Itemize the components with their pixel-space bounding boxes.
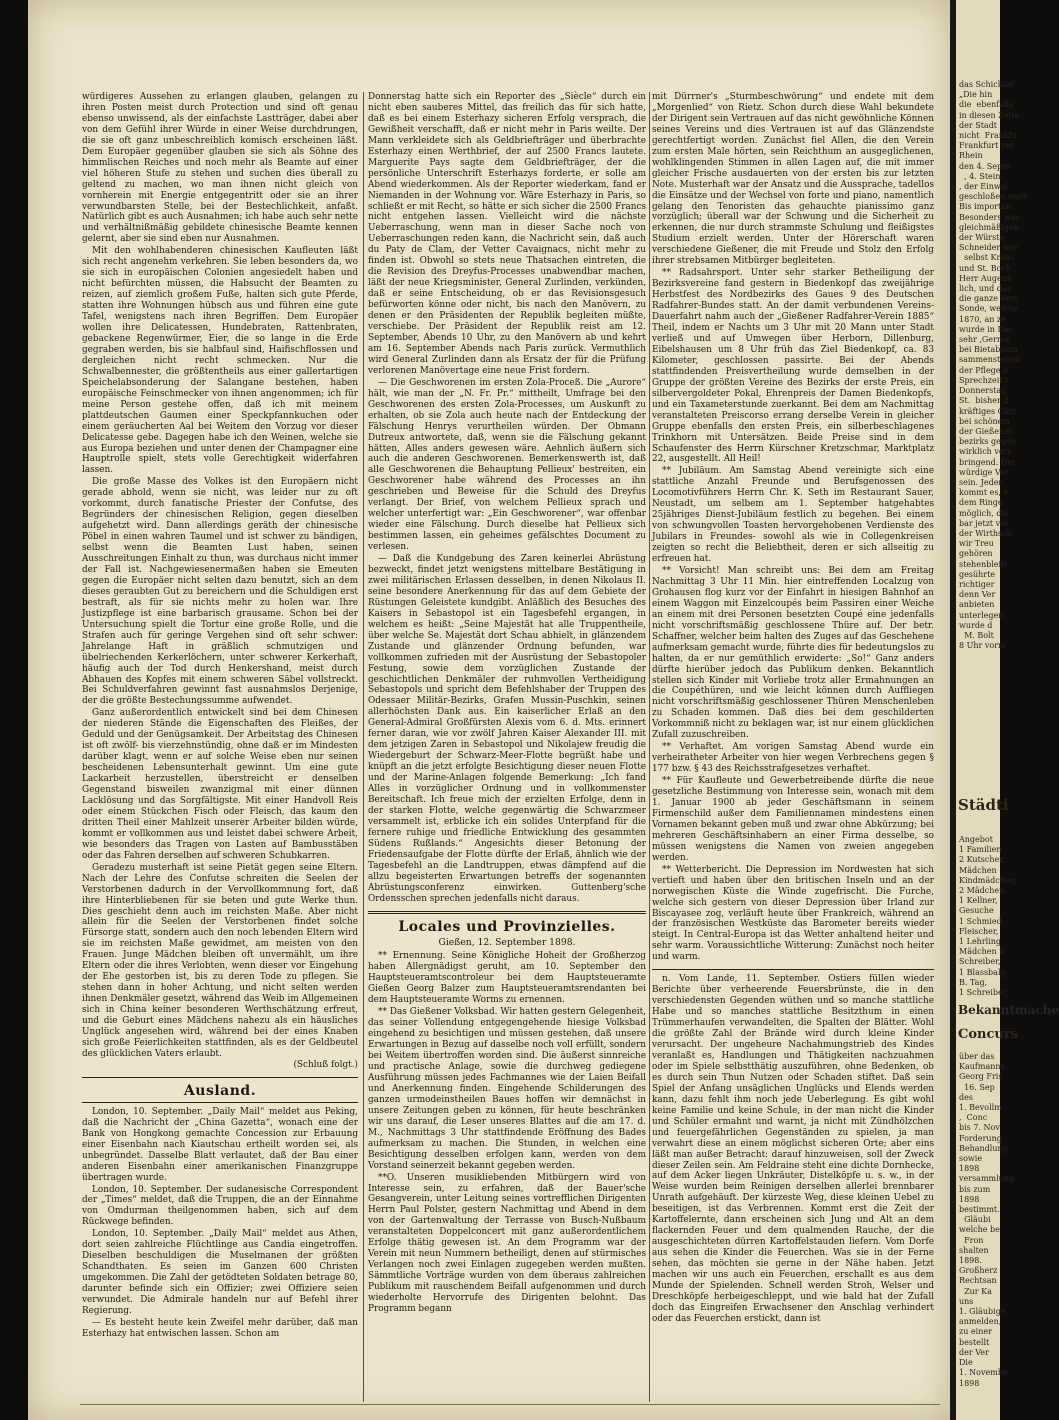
column-2 [368, 92, 646, 1315]
adjacent-page-text: über das Kaufmanns Georg Fris 16. Sep des 1. Bevollm , Conc bis 7. Nov Forderung Behandlung sowie 1898 versammlung bis zum 1898 bestimmt. Gläubi welche be Fron shalten 1898. Großherz Rechtsan Zur Ka uns 1. Gläubige anmelden, zu einer bestellt der Ver Die 1. Novembe 1898 [959, 1052, 1015, 1388]
news-item: n. Vom Lande, 11. September. Ostiers füllen wieder Berichte über verheerende Feuersbrünste, die in den verschiedensten Gegenden wüthen und so manche stattliche Habe und so manches stattliche Besitzthum in einen Trümmerhaufen verwandelten, die Spalten der Blätter. Wohl die größte Zahl der Brände wird durch kleine Kinder verursacht. Der ungeheure Nachahmungstrieb des Kindes veranlaßt es, Handlungen und Thätigkeiten nachzuahmen oder im Spiele selbstthätig auszuführen, ohne Bedenken, ob es durch sein Thun Nutzen oder Schaden stiftet. Daß sein Spiel der Anfang unsäglichen Unglücks und Elends werden kann, dazu fehlt ihm noch jede Ueberlegung. Es gibt wohl keine Familie und keine Schule, in der man nicht die Kinder und Schüler ermahnt und warnt, ja nicht mit Zündhölzchen und feuergefährlichen Gegenständen zu spielen, ja man verwahrt diese an einem möglichst sicheren Orte; aber eins läßt man außer Betracht: darauf hinzuweisen, soll der Zweck dieser Zeilen sein. Am Feldraine steht eine dichte Dornhecke, auf dem Acker liegen Unkräuter, Distelköpfe u. s. w., in der Weise wurden beim Reinigen derselben allerlei brennbarer Unrath aufgehäuft. Der kürzeste Weg, diese kleinen Uebel zu beseitigen, ist das Verbrennen. Kommt erst die Zeit der Kartoffelernte, dann erscheinen sich Jung und Alt an dem flackernden Feuer und dem qualmenden Rauche, der die ausgeschichteten dürren Kartoffelstauden liefern. Vom Dorfe aus sehen die Kinder die Feuerchen. Was sie in der Ferne sehen, das möchten sie gerne in der Nähe haben. Jetzt machen wir uns auch ein Feuerchen, erschallt es aus dem Munde der Spielenden. Schnell werden Stroh, Welser und Dreschköpfe herbeigeschleppt, und wie bald hat der Zufall doch das Eingreifen Erwachsener den Anschlag verhindert oder das Feuerchen erstickt, dann ist [652, 974, 934, 1324]
adjacent-page-strip [950, 0, 1059, 1420]
news-item: **O. Unseren musikliebenden Mitbürgern wird von Interesse sein, zu erfahren, daß der Bauer'sche Gesangverein, unter Leitung seines vortrefflichen Dirigenten Herrn Paul Polster, gestern Nachmittag und Abend in dem von der Gartenwaltung der Terrasse von Busch-Nußbaum veranstalteten Doppelconcert mit ganz außerordentlichem Erfolge thätig gewesen ist. An dem Programm war der Verein mit neun Nummern betheiligt, denen auf stürmisches Verlangen noch zwei Einlagen zugegeben werden mußten. Sämmtliche Vorträge wurden von dem überaus zahlreichen Publikum mit rauschendem Beifall aufgenommen und durch wiederholte Hervorrufe des Dirigenten belohnt. Das Programm begann [368, 1172, 646, 1314]
column-rule [649, 92, 650, 1402]
news-item: ** Das Gießener Volksbad. Wir hatten gestern Gelegenheit, das seiner Vollendung entgegengehende hiesige Volksbad eingehend zu besichtigen und müssen gestehen, daß unsere Erwartungen in Bezug auf dasselbe noch voll erfüllt, sondern bei Weitem übertroffen worden sind. Die äußerst sinnreiche und practische Anlage, sowie die durchweg gediegene Ausführung müssen jedes Fachmannes wie der Laien Beifall und Anerkennung finden. Eingehende Schilderungen des ganzen urmodeinstheilen Baues hoffen wir demnächst in unsere Zeitungen geben zu können, für heute beschränken wir uns darauf, die Leser unseres Blattes auf die am 17. d. M., Nachmittags 3 Uhr stattfindende Eröffnung des Bades aufmerksam zu machen. Die Stunden, in welchen eine Besichtigung desselben erfolgen kann, werden von dem Vorstand seinerzeit bekannt gegeben werden. [368, 1007, 646, 1171]
adjacent-page-text: das Schicksal „Die hin die ebenfalls in diesen Zeite der Stadt nicht Frankfu Frankfurt ver Rhein den 4. Septe , 4. Stein , der Einwal geschloßen ware Bis importan Besonders war gleichmäßigen der Würste Schneider wor selbst Kranz und St. Boch Herr Augenh lich, und das die ganze Vers Sonde, welche 1870, an ze wurde in Die sehr ‚Germa bei Bietabaum sammenstehen der Pflege o Sprechzeit i Donnerstag St. bisher d kräftiges Gibb bei schönem der Gießener bezirks gegen wirklich vers bringend. Die würdige Ver sein. Jeder kommt es, v dem Ringe möglich, die bar jetzt ver der Wirthsch wir Treu gehören stehenbleib gesührte richtiger denn Ver anbieten unterlegen wurde d M. Bolt 8 Uhr vorm [959, 80, 1028, 651]
news-item: — Daß die Kundgebung des Zaren keinerlei Abrüstung bezweckt, findet jetzt wenigstens mittelbare Bestätigung in zwei militärischen Erlassen desselben, in denen Nikolaus II. seine besondere Anerkennung für das auf dem Gebiete der Rüstungen Geleistete kundgibt. Anläßlich des Besuches des Kaisers in Sebastopol ist ein Tagesbefehl ergangen, in welchem es heißt: „Seine Majestät hat alle Truppentheile, über welche Se. Majestät dort Schau abhielt, in glänzendem Zustande und glänzender Ordnung befunden, war vollkommen zufrieden mit der Ausrüstung der Sebastopoler Festung, sowie dem vorzüglichen Zustande der geschichtlichen Denkmäler der ruhmvollen Vertheidigung Sebastopols und spricht dem Befehlshaber der Truppen des Odessaer Militär-Bezirks, Grafen Mussin-Puschkin, seinen allerhöchsten Dank aus. Ein kaiserlicher Erlaß an den General-Admiral Großfürsten Alexis vom 6. d. Mts. erinnert ferner daran, wie vor zwölf Jahren Kaiser Alexander III. mit dem jetzigen Zaren in Sebastopol und Nikolajew freudig die Wiedergeburt der Schwarz-Meer-Flotte begrüßt habe und knüpft an die jetzt erfolgte Besichtigung dieser neuen Flotte und der Marine-Anlagen folgende Bemerkung: „Ich fand Alles in vorzüglicher Ordnung und in vollkommenster Bereitschaft. Ich freue mich der erzielten Erfolge, denn in der starken Flotte, welche gegenwärtig die Schwarzmeer versammelt ist, erblicke ich ein solides Unterpfand für die fernere ruhige und friedliche Entwicklung des gesammten Südens Rußlands.“ Angesichts dieser Betonung der Friedensaufgabe der Flotte dürfte der Erlaß, ähnlich wie der Tagesbefehl an die Landtruppen, etwas dämpfend auf die allzu begeisterten Erwartungen betreffs der sogenannten Abrüstungsconferenz einwirken. Guttenberg'sche Ordensschen sprechen jedenfalls nicht daraus. [368, 554, 646, 904]
news-item: ** Für Kaufleute und Gewerbetreibende dürfte die neue gesetzliche Bestimmung von Interesse sein, wonach mit dem 1. Januar 1900 ab jeder Geschäftsmann in seinem Firmenschild außer dem Familiennamen mindestens einen Vornamen bekannt geben muß und zwar ohne Abkürzung; bei mehreren Geschäftsinhabern an einer Firma desselbe, so müssen wenigstens die Namen von zweien angegeben werden. [652, 776, 934, 863]
column-3 [652, 92, 934, 1325]
column-1 [82, 92, 358, 1340]
news-item: ** Wetterbericht. Die Depression im Nordwesten hat sich vertieft und haben über den britischen Inseln und an der norwegischen Küste die Winde zugefrischt. Die Furche, welche sich gestern von dieser Depression über Irland zur Biscayasee zog, verläuft heute über Frankreich, während an der französischen Westküste das Barometer bereits wieder steigt. In Central-Europa ist das Wetter anhaltend heiter und sehr warm. Voraussichtliche Witterung: Zunächst noch heiter und warm. [652, 864, 934, 963]
page-gutter [950, 0, 956, 1420]
column-rule [363, 92, 364, 1402]
paragraph: Mit den wohlhabenderen chinesischen Kaufleuten läßt sich recht angenehm verkehren. Sie leben besonders da, wo sie sich in europäischen Colonien angesiedelt haben und nicht befürchten müssen, die Habsucht der Beamten zu reizen, auf ziemlich großem Fuße, halten sich gute Pferde, statten ihre Wohnungen hübsch aus und führen eine gute Tafel, wenigstens nach ihren Begriffen. Dem Europäer wollen ihre Delicatessen, Hundebraten, Rattenbraten, gebackene Regenwürmer, Eier, die so lange in die Erde gegraben werden, bis sie halbfaul sind, Haifischflossen und dergleichen nicht recht schmecken. Nur die Schwalbennester, die größtentheils aus einer gallertartigen Speichelabsonderung der Salangane bestehen, haben europäische Feinschmecker von ihnen angenommen; ich für meine Person gestehe offen, daß ich mit meinem plattdeutschen Gaumen einer Speckpfannkuchen oder einem geräucherten Aal bei Weitem den Vorzug vor dieser Delicatesse gebe. Dagegen habe ich den Weinen, welche sie aus Europa beziehen und unter denen der Champagner eine Hauptrolle spielt, stets volle Gerechtigkeit widerfahren lassen. [82, 246, 358, 476]
section-divider [82, 1077, 358, 1078]
paragraph: mit Dürrner's „Sturmbeschwörung“ und endete mit dem „Morgenlied“ von Rietz. Schon durch diese Wahl bekundete der Dirigent sein Vertrauen auf das nicht gewöhnliche Können seines Vereins und dies Vertrauen ist auf das Glänzendste gerechtfertigt worden. Zunächst fiel Allen, die den Verein zum ersten Male hörten, sein Reichthum an ausgeglichenen, wohlklingenden Stimmen in allen Lagen auf, die mit immer gleicher Frische ausdauerten von der ersten bis zur letzten Note. Musterhaft war der Ansatz und die Aussprache, tadellos die Einsätze und der Wechsel von forte und piano, namentlich gelang den Tenoristen das gehauchte pianissimo ganz vorzüglich; überall war der Schwung und die Sicherheit zu erkennen, die nur durch strammste Schulung und fleißigstes Studium erzielt werden. Unter der Hörerschaft waren verschiedene Gießener, die mit Freude und Stolz den Erfolg ihrer strebsamen Mitbürger begleiteten. [652, 92, 934, 267]
news-item: ** Radsahrsport. Unter sehr starker Betheiligung der Bezirksvereine fand gestern in Biedenkopf das zweijährige Herbstfest des Nordbezirks des Gaues 9 des Deutschen Radfahrer-Bundes statt. An der damit verbundenen Vereins-Dauerfahrt nahm auch der „Gießener Radfahrer-Verein 1885“ Theil, indem er Nachts um 3 Uhr mit 20 Mann unter Stadt verließ und auf Umwegen über Herborn, Dillenburg, Eibelshausen um 8 Uhr früh das Ziel Biedenkopf, ca. 83 Kilometer, geschlossen passirte. Bei der Abends stattfindenden Preisvertheilung wurde demselben in der Gruppe der größten Vereine des Bezirks der erste Preis, ein silbervergoldeter Pokal, Ehrenpreis der Damen Biedenkopfs, und ein Taxameterstunde zuerkannt. Bei dem am Nachmittag veranstalteten Preiscorso errang derselbe Verein in gleicher Gruppe ebenfalls den ersten Preis, ein silberbeschlagenes Trinkhorn mit Untersätzen. Beide Preise sind in dem Schaufenster des Herrn Kürschner Kretzschmar, Marktplatz 22, ausgestellt. All Heil! [652, 268, 934, 465]
paragraph: würdigeres Aussehen zu erlangen glauben, gelangen zu ihren Posten meist durch Protection und sind oft genau ebenso unwissend, als der einfachste Lastträger, dabei aber von dem Gefühl ihrer Würde in einer Weise durchdrungen, die sie oft ganz unbeschreiblich komisch erscheinen läßt. Dem Europäer gegenüber glauben sie sich als Söhne des himmlischen Reiches und noch mehr als Beamte auf einer viel höheren Stufe zu stehen und suchen dies überall zu geltend zu machen, wo man ihnen nicht gleich von vornherein mit Energie entgegentritt oder sie an ihrer verwundbarsten Stelle, bei der Bestechlichkeit, anfaßt. Natürlich gibt es auch Ausnahmen; ich habe auch sehr nette und verhältnißmäßig gebildete chinesische Beamte kennen gelernt, aber sie sind eben nur Ausnahmen. [82, 92, 358, 245]
section-divider [368, 911, 646, 914]
continuation-note: (Schluß folgt.) [293, 1059, 358, 1070]
news-item: — Die Geschworenen im ersten Zola-Proceß. Die „Aurore“ hält, wie man der „N. Fr. Pr.“ mittheilt, Umfrage bei den Geschworenen des ersten Zola-Processes, um Auskunft zu erhalten, ob sie Zola auch heute nach der Entdeckung der Fälschung Henrys verurtheilen würden. Der Obmann Dutreux antwortete, daß, wenn sie die Fälschung gekannt hätten, Alles anders gewesen wäre. Aehnlich äußern sich auch die anderen Geschworenen. Bemerkenswerth ist, daß alle Geschworenen die Behauptung Pellieux' bestreiten, ein Geschworener habe während des Processes an ihn geschrieben und Beweise für die Schuld des Dreyfus verlangt. Der Brief, von welchem Pellieux sprach und welcher unterfertigt war: „Ein Geschworener“, war offenbar wieder eine Fälschung. Durch dieselbe hat Pellieux sich bestimmen lassen, ein geheimes gefälschtes Document zu verlesen. [368, 377, 646, 553]
news-item: London, 10. September. Der sudanesische Correspondent der „Times“ meldet, daß die Truppen, die an der Einnahme von Omdurman theilgenommen haben, sich auf dem Rückwege befinden. [82, 1184, 358, 1228]
adjacent-page-text: Angebot 1 Familien 2 Kutscher, Mädchen Kindmädchen, 2 Mädchen, 1 Kellner, Gesuche 1 Schmied, Fleischer, 1 Lehrling Mädchen u Schreiber, 1 Blassbalg B. Tag, 1 Schreiber, [959, 835, 1018, 998]
news-item: London, 10. September. „Daily Mail“ meldet aus Athen, dort seien zahlreiche Flüchtlinge aus Candia eingetroffen. Dieselben beschuldigen die Muselmanen der größten Schandthaten. Es seien im Ganzen 600 Christen umgekommen. Die Zahl der getödteten Soldaten betrage 80, darunter befinde sich ein Offizier; zwei Offiziere seien verwundet. Die Admirale handeln nur auf Befehl ihrer Regierung. [82, 1229, 358, 1316]
paragraph: Donnerstag hatte sich ein Reporter des „Siècle“ durch ein nicht eben sauberes Mittel, das freilich das für sich hatte, daß es bei einem Esterhazy sicheren Erfolg versprach, die Gewißheit verschafft, daß er nicht mehr in Paris weilte. Der Mann verkleidete sich als Geldbriefträger und überbrachte Esterhazy einen Werthbrief, der auf 2500 Francs lautete. Marguerite Pays sagte dem Geldbriefträger, der die persönliche Unterschrift Esterhazys forderte, er solle am Abend wiederkommen. Als der Reporter wiederkam, fand er Niemanden in der Wohnung vor. Wäre Esterhazy in Paris, so schließt er mit Recht, so hätte er sich sicher die 2500 Francs nicht entgehen lassen. Vielleicht wird die nächste Ueberraschung, wenn man in dieser Sache noch von Ueberraschungen reden kann, die Nachricht sein, daß auch du Paty de Clam, der Vetter Cavaignacs, nicht mehr zu finden ist. Obwohl so stets neue Thatsachen eintreten, die die Revision des Dreyfus-Processes unabwendbar machen, läßt der neue Kriegsminister, General Zurlinden, verkünden, daß er seine Entscheidung, ob er das Revisionsgesuch befürworten könne oder nicht, bis nach den Manövern, zu denen er den Präsidenten der Republik begleiten müßte, verschiebe. Der Präsident der Republik reist am 12. September, Abends 10 Uhr, zu den Manövern ab und kehrt am 16. September Abends nach Paris zurück. Vermuthlich wird General Zurlinden dann als Ersatz der für die Prüfung verlorenen Manövertage eine neue Frist fordern. [368, 92, 646, 376]
page-bottom-rule [80, 1404, 940, 1405]
news-item: ** Jubiläum. Am Samstag Abend vereinigte sich eine stattliche Anzahl Freunde und Berufsgenossen des Locomotivführers Herrn Chr. K. Seth im Restaurant Sauer, Neustadt, um selbem am 1. September hatgehabtes 25jähriges Dienst-Jubiläum festlich zu begehen. Bei einem von schwungvollen Toasten hervorgehobenen Verdienste des Jubilars in Freundes- sowohl als wie in Collegenkreisen zeigten so recht die Beliebtheit, deren er sich allseitig zu erfreuen hat. [652, 466, 934, 565]
paragraph: Ganz außerordentlich entwickelt sind bei dem Chinesen der niederen Stände die Eigenschaften des Fleißes, der Geduld und der Genügsamkeit. Der Arbeitstag des Chinesen ist oft zwölf- bis vierzehnstündig, ohne daß er im Mindesten darüber klagt, wenn er auf solche Weise eben nur seinen bescheidenen Lebensunterhalt gewinnt. Um eine gute Lackarbeit herzustellen, überstreicht er denselben Gegenstand bisweilen zwanzigmal mit einer dünnen Lacklösung und das Sorgfältigste. Mit einer Handvoll Reis oder einem Stückchen Fisch oder Fleisch, das kaum den dritten Theil einer Mahlzeit unserer Arbeiter bilden würde, kommt er vollkommen aus und leistet dabei schwere Arbeit, wie besonders das Tragen von Lasten auf Bambusstäben oder das Fahren derselben auf schweren Schubkarren. [82, 708, 358, 861]
section-divider [652, 969, 934, 970]
news-item: — Es besteht heute kein Zweifel mehr darüber, daß man Esterhazy hat entwischen lassen. Schon am [82, 1317, 358, 1339]
news-item: ** Ernennung. Seine Königliche Hoheit der Großherzog haben Allergnädigst geruht, am 10. September den Hauptsteueramtscontroleur bei dem Hauptsteueramte Gießen Georg Balzer zum Hauptsteueramtsrendanten bei dem Hauptsteueramte Worms zu ernennen. [368, 951, 646, 1006]
paragraph: Geradezu musterhaft ist seine Pietät gegen seine Eltern. Nach der Lehre des Confutse schreiten die Seelen der Verstorbenen dadurch in der Vervollkommnung fort, daß ihre Hinterbliebenen für sie beten und gute Werke thun. Dies geschieht denn auch im reichsten Maße. Aber nicht allein für die Seelen der Verstorbenen findet solche Fürsorge statt, sondern auch den noch lebenden Eltern wird sie im reichsten Maße gewidmet, am meisten von den Frauen. Junge Mädchen bleiben oft unvermählt, um ihre Eltern oder die ihres Verlobten, wenn dieser vor Eingehung der Ehe gestorben ist, bis zu deren Tode zu pflegen. Sie stehen dann in hoher Achtung, und nicht selten werden ihnen Denkmäler gesetzt, während das Weib im Allgemeinen sich in China keiner besonderen Werthschätzung erfreut, und die Geburt eines Mädchens nahezu als ein häusliches Unglück angesehen wird, während bei der eines Knaben sich große Feierlichkeiten stattfinden, als es der Geldbeutel des glücklichen Vaters erlaubt. [82, 862, 358, 1059]
news-item: ** Vorsicht! Man schreibt uns: Bei dem am Freitag Nachmittag 3 Uhr 11 Min. hier eintreffenden Localzug von Grohausen flog kurz vor der Einfahrt in hiesigen Bahnhof an einem Waggon mit Einzelcoupés beim Passiren einer Weiche an einem mit drei Personen besetzten Coupé eine jedenfalls nicht vorschriftsmäßig geschlossene Thüre auf. Der betr. Schaffner, welcher beim halten des Zuges auf das Geschehene aufmerksam gemacht wurde, führte dies für bedeutungslos zu halten, da er nur gemüthlich erwiderte: „So!“ Ganz anders dürfte hierüber jedoch das Publikum denken. Bekanntlich stellen sich Kinder mit Vorliebe trotz aller Ermahnungen an die Coupéthüren, und wie leicht können durch Auffliegen nicht vorschriftsmäßig geschlossener Thüren Menschenleben zu Schaden kommen. Daß dies bei dem geschilderten Vorkommniß nicht zu beklagen war, ist nur einem glücklichen Zufall zuzuschreiben. [652, 565, 934, 741]
dateline: Gießen, 12. September 1898. [438, 936, 576, 948]
news-item: ** Verhaftet. Am vorigen Samstag Abend wurde ein verheiratheter Arbeiter von hier wegen Verbrechens gegen § 177 bzw. § 43 des Reichsstrafgesetzes verhaftet. [652, 742, 934, 775]
news-item: London, 10. September. „Daily Mail“ meldet aus Peking, daß die Nachricht der „China Gazetta“, wonach eine der Bank von Hongkong gemachte Concession zur Erbauung einer Eisenbahn nach Kiautschau ertheilt worden sei, als unbegründet. Dasselbe Blatt verlautet, daß der Bau einer anderen Eisenbahn einer amerikanischen Finanzgruppe übertragen wurde. [82, 1106, 358, 1183]
adjacent-page-heading: Städti [958, 796, 1009, 814]
adjacent-page-heading: Concurs [958, 1027, 1019, 1042]
section-heading-locales: Locales und Provinzielles. [398, 918, 616, 935]
section-heading-ausland: Ausland. [183, 1082, 257, 1099]
paragraph: Die große Masse des Volkes ist den Europäern nicht gerade abhold, wenn sie nicht, was leider nur zu oft vorkommt, durch fanatische Priester der Confutse, des Begründers der chinesischen Religion, gegen dieselben aufgehetzt wird. Dann allerdings geräth der chinesische Pöbel in einen wahren Taumel und ist schwer zu bändigen, selbst wenn die Beamten Lust haben, seinen Ausschreitungen Einhalt zu thun, was durchaus nicht immer der Fall ist. Nachgewiesenermaßen haben sie Emeuten gegen die Europäer nicht selten dazu benutzt, sich an dem dieses geraubten Gut zu bereichern und die Schuldigen erst bestraft, als für sie nichts mehr zu holen war. Ihre Justizpflege ist eine barbarisch grausame. Schon bei der Untersuchung spielt die Tortur eine große Rolle, und die Strafen auch für geringe Vergehen sind oft sehr schwer: Jahrelange Haft in gräßlich schmutzigen und übelriechenden Kerkerlöchern, unter schwerer Kerkerhaft, häufig auch der Tod durch Henkershand, meist durch Abhauen des Kopfes mit einem schweren Säbel vollstreckt. Bei Schuldverfahren gewinnt fast ausnahmslos Derjenige, der die größte Bestechungssumme aufwendet. [82, 477, 358, 707]
section-divider [82, 1102, 358, 1103]
adjacent-page-heading: Bekanntmache [958, 1003, 1059, 1017]
